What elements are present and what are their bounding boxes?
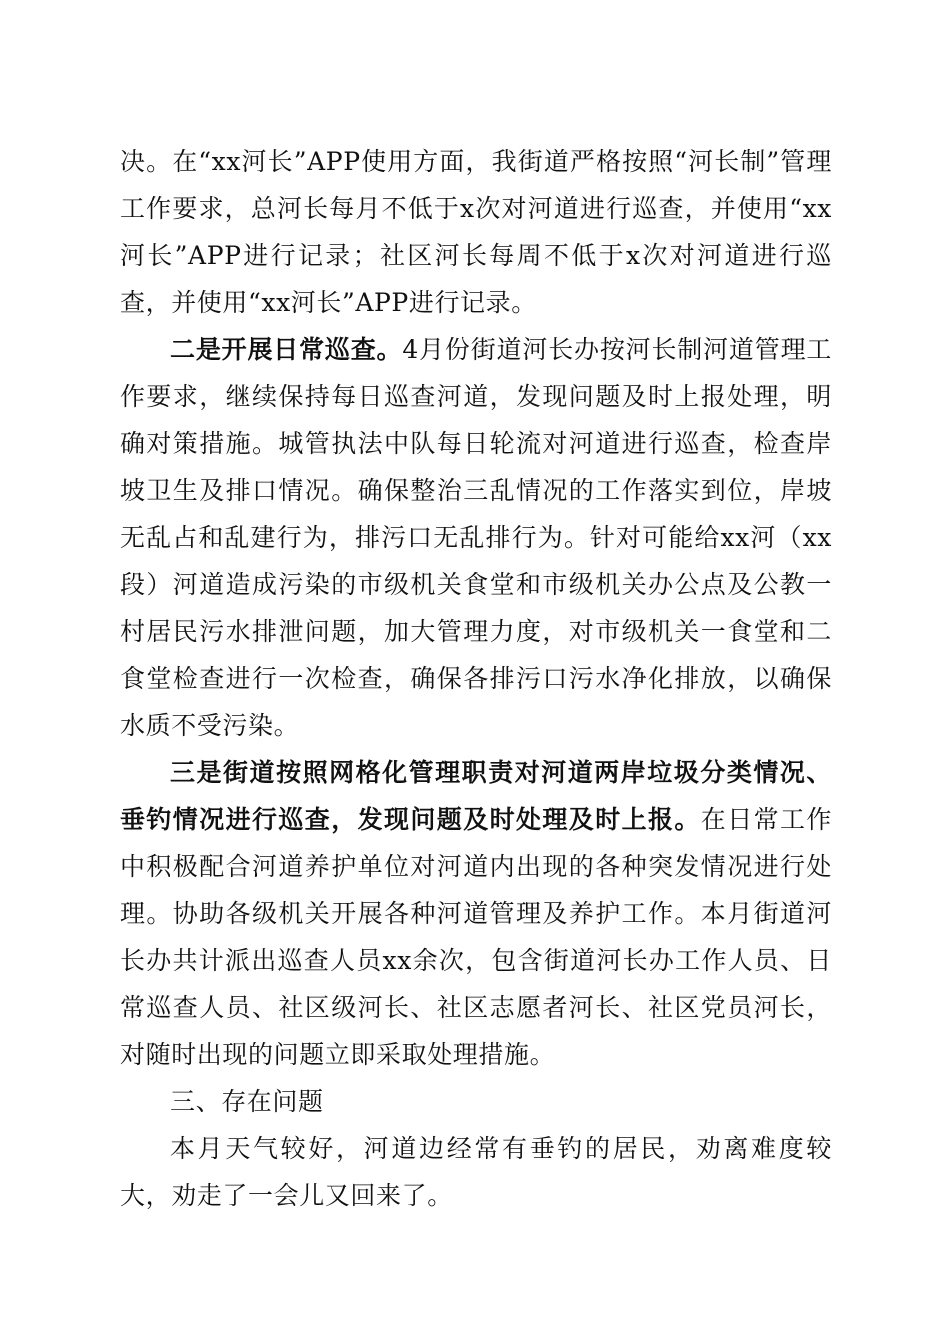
paragraph-existing-problems-text: 本月天气较好，河道边经常有垂钓的居民，劝离难度较大，劝走了一会儿又回来了。 bbox=[120, 1134, 832, 1210]
paragraph-grid-management bbox=[120, 749, 832, 1078]
paragraph-grid-management-text: 在日常工作中积极配合河道养护单位对河道内出现的各种突发情况进行处理。协助各级机关开展各种河道管理及养护工作。本月街道河长办共计派出巡查人员xx余次，包含街道河长办工作人员、日常巡查人员、社区级河长、社区志愿者河长、社区党员河长，对随时出现的问题立即采取处理措施。 bbox=[120, 805, 832, 1069]
paragraph-app-usage bbox=[120, 138, 832, 326]
document-body bbox=[120, 138, 832, 1219]
paragraph-grid-management-lead: 三是街道按照网格化管理职责对河道两岸垃圾分类情况、垂钓情况进行巡查，发现问题及时处理及时上报。 bbox=[120, 758, 832, 834]
paragraph-app-usage-text: 决。在“xx河长”APP使用方面，我街道严格按照“河长制”管理工作要求，总河长每月不低于x次对河道进行巡查，并使用“xx河长”APP进行记录；社区河长每周不低于x次对河道进行巡查，并使用“xx河长”APP进行记录。 bbox=[120, 147, 832, 317]
section-heading-existing-problems: 三、存在问题 bbox=[170, 1087, 324, 1116]
paragraph-daily-inspection bbox=[120, 326, 832, 749]
paragraph-daily-inspection-lead: 二是开展日常巡查。 bbox=[170, 335, 403, 364]
paragraph-existing-problems bbox=[120, 1125, 832, 1219]
paragraph-daily-inspection-text: 4月份街道河长办按河长制河道管理工作要求，继续保持每日巡查河道，发现问题及时上报处理，明确对策措施。城管执法中队每日轮流对河道进行巡查，检查岸坡卫生及排口情况。确保整治三乱情况的工作落实到位，岸坡无乱占和乱建行为，排污口无乱排行为。针对可能给xx河（xx段）河道造成污染的市级机关食堂和市级机关办公点及公教一村居民污水排泄问题，加大管理力度，对市级机关一食堂和二食堂检查进行一次检查，确保各排污口污水净化排放，以确保水质不受污染。 bbox=[120, 335, 832, 740]
